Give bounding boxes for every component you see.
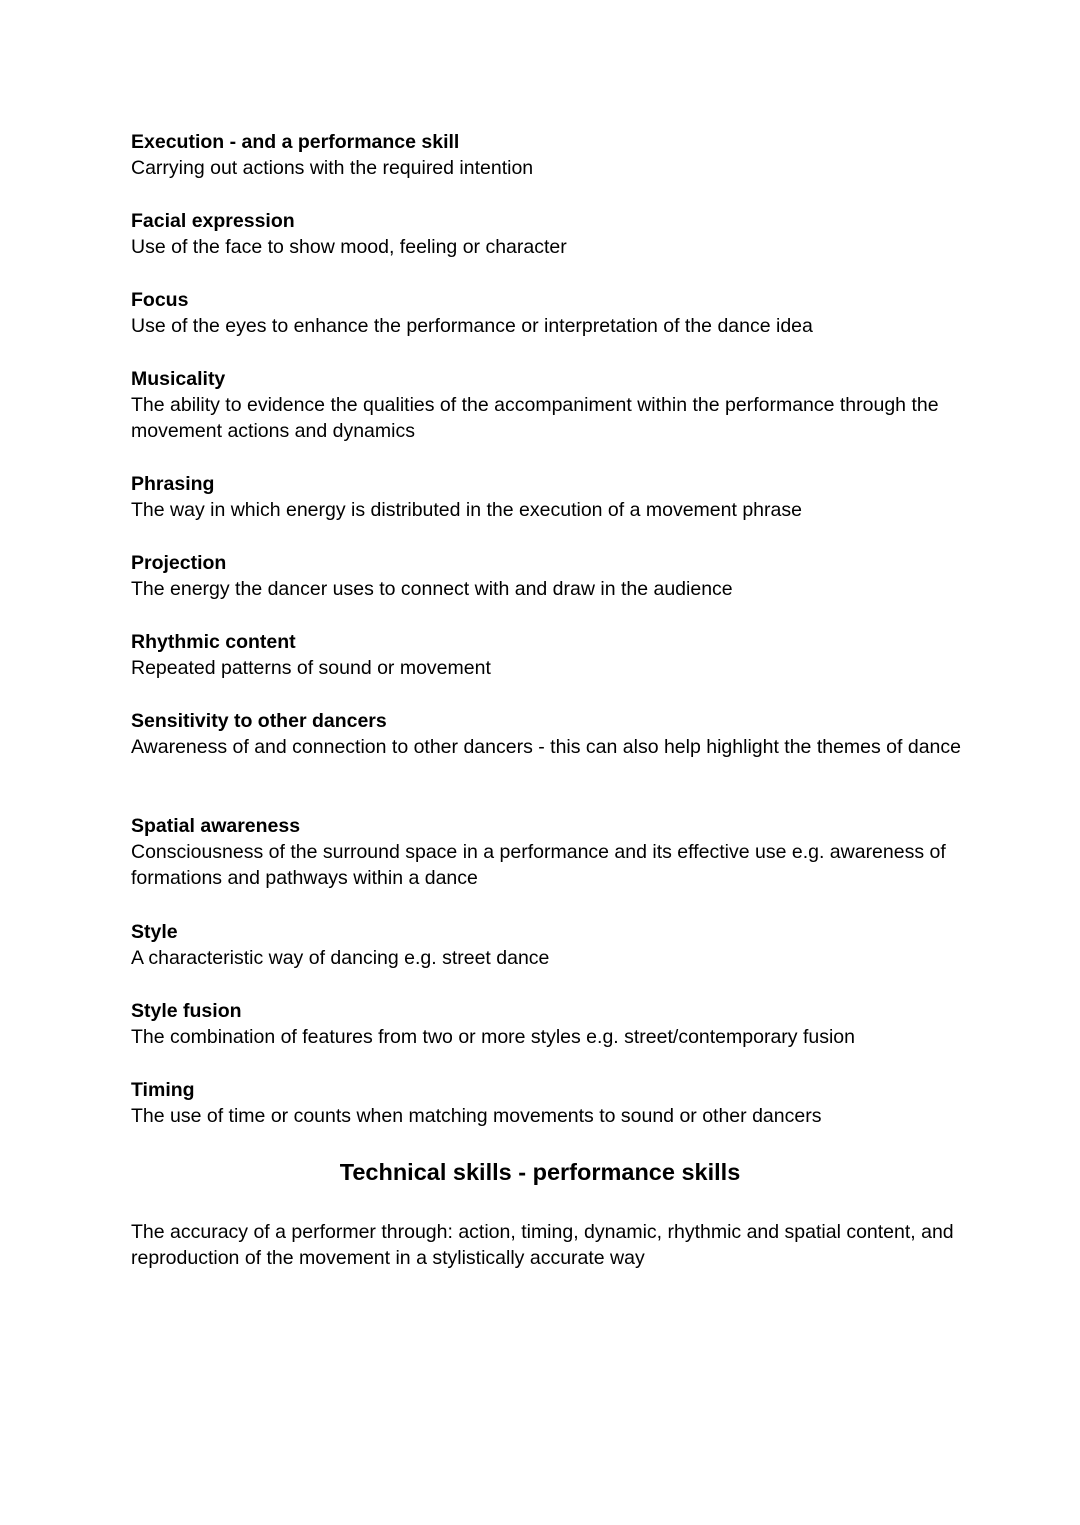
term-definition: Awareness of and connection to other dancers - this can also help highlight the themes of dance (131, 736, 961, 758)
term-definition: A characteristic way of dancing e.g. street dance (131, 947, 550, 969)
term-definition: The way in which energy is distributed in the execution of a movement phrase (131, 499, 802, 521)
term-heading: Spatial awareness (131, 815, 301, 837)
term-definition: Use of the face to show mood, feeling or character (131, 236, 567, 258)
glossary-entry-sensitivity (131, 708, 961, 760)
section-heading: Technical skills - performance skills (339, 1159, 741, 1185)
term-definition: The combination of features from two or more styles e.g. street/contemporary fusion (131, 1026, 855, 1048)
term-definition: Use of the eyes to enhance the performance or interpretation of the dance idea (131, 315, 813, 337)
term-definition: Carrying out actions with the required intention (131, 157, 534, 179)
term-heading: Facial expression (131, 210, 295, 232)
term-heading: Phrasing (131, 473, 215, 495)
glossary-entry-projection (131, 550, 961, 602)
glossary-entry-rhythmic-content (131, 629, 961, 681)
term-heading: Rhythmic content (131, 631, 296, 653)
glossary-entry-facial-expression (131, 208, 961, 260)
term-definition: Consciousness of the surround space in a performance and its effective use e.g. awareness of formations and pathways within a dance (131, 841, 946, 889)
glossary-entry-spatial-awareness (131, 813, 961, 891)
term-heading: Style (131, 921, 178, 943)
term-heading: Projection (131, 552, 227, 574)
glossary-entry-timing (131, 1077, 961, 1129)
term-heading: Sensitivity to other dancers (131, 710, 387, 732)
term-heading: Execution - and a performance skill (131, 131, 460, 153)
glossary-entry-style-fusion (131, 998, 961, 1050)
glossary-entry-focus (131, 287, 961, 339)
term-definition: The energy the dancer uses to connect with and draw in the audience (131, 578, 733, 600)
glossary-entry-musicality (131, 366, 961, 444)
term-heading: Musicality (131, 368, 226, 390)
term-heading: Style fusion (131, 1000, 242, 1022)
section-body: The accuracy of a performer through: action, timing, dynamic, rhythmic and spatial content, and reproduction of the movement in a stylistically accurate way (131, 1221, 954, 1269)
term-definition: The use of time or counts when matching movements to sound or other dancers (131, 1105, 822, 1127)
glossary-entry-style (131, 919, 961, 971)
glossary-entry-execution (131, 129, 961, 181)
glossary-entry-phrasing (131, 471, 961, 523)
term-definition: The ability to evidence the qualities of the accompaniment within the performance through the movement actions and dynamics (131, 394, 939, 442)
term-heading: Timing (131, 1079, 195, 1101)
term-definition: Repeated patterns of sound or movement (131, 657, 491, 679)
term-heading: Focus (131, 289, 189, 311)
